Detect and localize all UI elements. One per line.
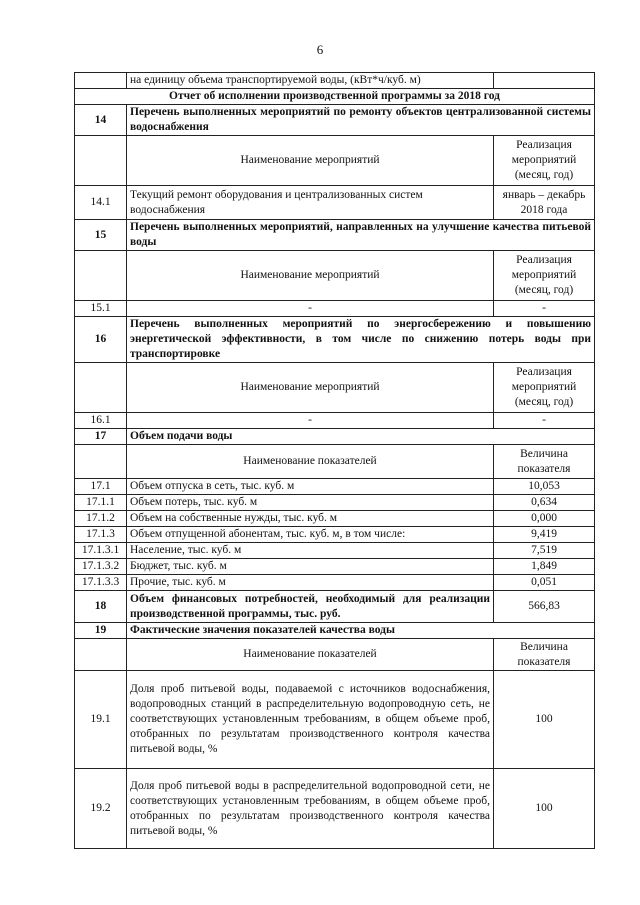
table-row bbox=[75, 575, 595, 591]
row-name: Объем отпущенной абонентам, тыс. куб. м, в том числе: bbox=[127, 527, 494, 543]
row-num bbox=[75, 73, 127, 89]
row-value: январь – декабрь 2018 года bbox=[494, 186, 595, 220]
row-name: Население, тыс. куб. м bbox=[127, 543, 494, 559]
row-name: Прочие, тыс. куб. м bbox=[127, 575, 494, 591]
column-header-name: Наименование мероприятий bbox=[127, 363, 494, 413]
table-row bbox=[75, 769, 595, 849]
row-name: - bbox=[127, 301, 494, 317]
row-name: Доля проб питьевой воды, подаваемой с источников водоснабжения, водопроводных станций в распределительную водопроводную сеть, не соответствующих установленным требованиям, в общем объеме проб, отобранных по результатам производственного контроля качества питьевой воды, % bbox=[127, 671, 494, 769]
row-name: Бюджет, тыс. куб. м bbox=[127, 559, 494, 575]
table-row bbox=[75, 495, 595, 511]
column-header-row bbox=[75, 251, 595, 301]
page-number: 6 bbox=[316, 42, 324, 57]
row-num: 17.1.3.1 bbox=[75, 543, 127, 559]
section-header bbox=[75, 591, 595, 623]
table-row bbox=[75, 89, 595, 105]
row-value bbox=[494, 73, 595, 89]
section-number: 16 bbox=[75, 317, 127, 363]
row-value: 0,000 bbox=[494, 511, 595, 527]
row-num: 14.1 bbox=[75, 186, 127, 220]
column-header-name: Наименование показателей bbox=[127, 639, 494, 671]
section-header bbox=[75, 623, 595, 639]
table-row bbox=[75, 479, 595, 495]
row-num: 19.1 bbox=[75, 671, 127, 769]
row-name: - bbox=[127, 413, 494, 429]
table-row bbox=[75, 511, 595, 527]
row-value: 0,634 bbox=[494, 495, 595, 511]
section-number: 14 bbox=[75, 105, 127, 136]
column-header-row bbox=[75, 445, 595, 479]
table-row bbox=[75, 186, 595, 220]
row-name: Объем потерь, тыс. куб. м bbox=[127, 495, 494, 511]
row-value: 1,849 bbox=[494, 559, 595, 575]
table-row bbox=[75, 413, 595, 429]
row-value: - bbox=[494, 413, 595, 429]
row-num bbox=[75, 639, 127, 671]
column-header-row bbox=[75, 136, 595, 186]
section-header bbox=[75, 220, 595, 251]
section-number: 19 bbox=[75, 623, 127, 639]
section-title: Перечень выполненных мероприятий, направленных на улучшение качества питьевой воды bbox=[127, 220, 595, 251]
row-num: 17.1 bbox=[75, 479, 127, 495]
table-row bbox=[75, 73, 595, 89]
row-value: 100 bbox=[494, 671, 595, 769]
section-title: Объем подачи воды bbox=[127, 429, 595, 445]
section-header bbox=[75, 429, 595, 445]
row-name: Объем на собственные нужды, тыс. куб. м bbox=[127, 511, 494, 527]
table-row bbox=[75, 543, 595, 559]
table-row bbox=[75, 527, 595, 543]
section-number: 15 bbox=[75, 220, 127, 251]
section-header bbox=[75, 105, 595, 136]
row-num: 17.1.3 bbox=[75, 527, 127, 543]
row-value: 9,419 bbox=[494, 527, 595, 543]
section-title: Объем финансовых потребностей, необходимый для реализации производственной программы, тыс. руб. bbox=[127, 591, 494, 623]
column-header-value: Величина показателя bbox=[494, 639, 595, 671]
section-header bbox=[75, 317, 595, 363]
row-value: 100 bbox=[494, 769, 595, 849]
row-name: Объем отпуска в сеть, тыс. куб. м bbox=[127, 479, 494, 495]
column-header-row bbox=[75, 363, 595, 413]
row-num bbox=[75, 136, 127, 186]
section-number: 17 bbox=[75, 429, 127, 445]
column-header-name: Наименование показателей bbox=[127, 445, 494, 479]
section-value: 566,83 bbox=[494, 591, 595, 623]
row-num: 17.1.1 bbox=[75, 495, 127, 511]
row-num bbox=[75, 445, 127, 479]
row-num: 17.1.2 bbox=[75, 511, 127, 527]
row-num: 16.1 bbox=[75, 413, 127, 429]
report-table bbox=[74, 72, 595, 849]
column-header-value: Величина показателя bbox=[494, 445, 595, 479]
row-num bbox=[75, 251, 127, 301]
row-num: 17.1.3.2 bbox=[75, 559, 127, 575]
column-header-realization: Реализация мероприятий (месяц, год) bbox=[494, 136, 595, 186]
table-row bbox=[75, 559, 595, 575]
section-title: Фактические значения показателей качества воды bbox=[127, 623, 595, 639]
table-row bbox=[75, 671, 595, 769]
row-value: 10,053 bbox=[494, 479, 595, 495]
column-header-name: Наименование мероприятий bbox=[127, 136, 494, 186]
row-num bbox=[75, 363, 127, 413]
row-value: 7,519 bbox=[494, 543, 595, 559]
column-header-realization: Реализация мероприятий (месяц, год) bbox=[494, 251, 595, 301]
row-num: 15.1 bbox=[75, 301, 127, 317]
row-value: - bbox=[494, 301, 595, 317]
section-number: 18 bbox=[75, 591, 127, 623]
row-num: 19.2 bbox=[75, 769, 127, 849]
row-name: Текущий ремонт оборудования и централизованных систем водоснабжения bbox=[127, 186, 494, 220]
row-name: на единицу объема транспортируемой воды, (кВт*ч/куб. м) bbox=[127, 73, 494, 89]
section-title: Перечень выполненных мероприятий по ремонту объектов централизованной системы водоснабжения bbox=[127, 105, 595, 136]
column-header-row bbox=[75, 639, 595, 671]
row-num: 17.1.3.3 bbox=[75, 575, 127, 591]
section-title: Перечень выполненных мероприятий по энергосбережению и повышению энергетической эффективности, в том числе по снижению потерь воды при транспортировке bbox=[127, 317, 595, 363]
column-header-realization: Реализация мероприятий (месяц, год) bbox=[494, 363, 595, 413]
report-title: Отчет об исполнении производственной программы за 2018 год bbox=[75, 89, 595, 105]
row-value: 0,051 bbox=[494, 575, 595, 591]
column-header-name: Наименование мероприятий bbox=[127, 251, 494, 301]
row-name: Доля проб питьевой воды в распределительной водопроводной сети, не соответствующих установленным требованиям, в общем объеме проб, отобранных по результатам производственного контроля качества питьевой воды, % bbox=[127, 769, 494, 849]
table-row bbox=[75, 301, 595, 317]
